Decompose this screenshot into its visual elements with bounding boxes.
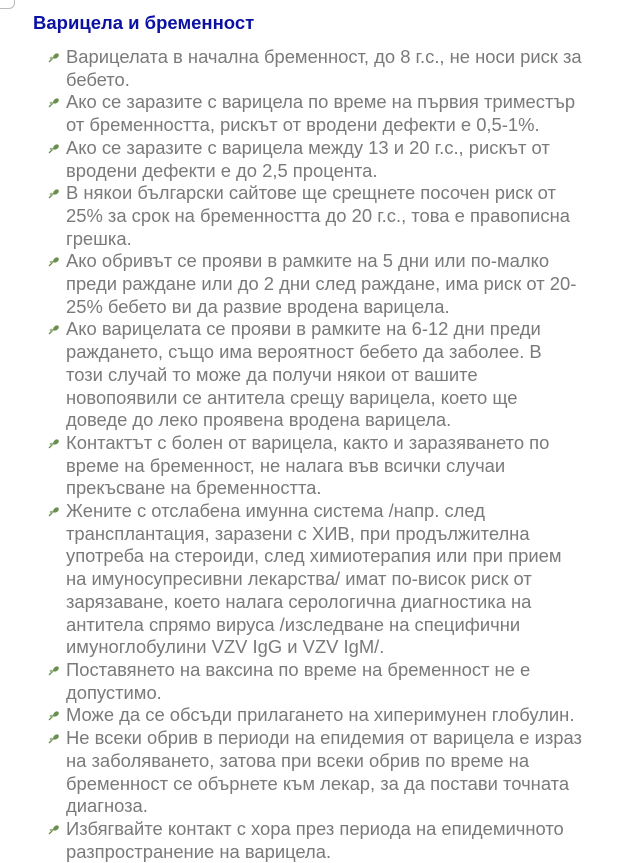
leaf-bullet-icon bbox=[48, 96, 60, 108]
list-item bbox=[0, 704, 625, 727]
leaf-bullet-icon bbox=[48, 255, 60, 267]
cut-off-frame-corner bbox=[0, 0, 15, 9]
list-item bbox=[0, 46, 625, 91]
list-item bbox=[0, 818, 625, 863]
section-title: Варицела и бременност bbox=[33, 12, 255, 33]
leaf-bullet-icon bbox=[48, 187, 60, 199]
list-item bbox=[0, 182, 625, 250]
list-item bbox=[0, 137, 625, 182]
leaf-bullet-icon bbox=[48, 437, 60, 449]
list-item-text: Избягвайте контакт с хора през периода на епидемичното разпространение на варицела. bbox=[66, 817, 564, 862]
list-item bbox=[0, 727, 625, 818]
leaf-bullet-icon bbox=[48, 664, 60, 676]
leaf-bullet-icon bbox=[48, 505, 60, 517]
list-item bbox=[0, 659, 625, 704]
leaf-bullet-icon bbox=[48, 142, 60, 154]
list-item-text: Ако обривът се прояви в рамките на 5 дни или по-малко преди раждане или до 2 дни след раждане, има риск от 20- 25% бебето ви да развие вродена варицела. bbox=[66, 250, 577, 317]
leaf-bullet-icon bbox=[48, 732, 60, 744]
list-item-text: Ако се заразите с варицела по време на първия триместър от бременността, рискът от вродени дефекти е 0,5-1%. bbox=[66, 91, 576, 136]
list-item bbox=[0, 500, 625, 659]
list-item-text: Ако се заразите с варицела между 13 и 20 г.с., рискът от вродени дефекти е до 2,5 процента. bbox=[66, 136, 550, 181]
list-item-text: В някои български сайтове ще срещнете посочен риск от 25% за срок на бременността до 20 г.с., това е правописна грешка. bbox=[66, 182, 570, 249]
leaf-bullet-icon bbox=[48, 51, 60, 63]
list-item-text: Ако варицелата се прояви в рамките на 6-12 дни преди раждането, също има вероятност бебето да заболее. В този случай то може да получи някои от вашите новопоявили се антитела срещу варицела, което ще доведе до леко проявена вродена варицела. bbox=[66, 318, 542, 431]
list-item bbox=[0, 318, 625, 432]
list-item-text: Варицелата в начална бременност, до 8 г.с., не носи риск за бебето. bbox=[66, 46, 582, 90]
leaf-bullet-icon bbox=[48, 709, 60, 721]
list-item-text: Може да се обсъди прилагането на хиперимунен глобулин. bbox=[66, 704, 575, 726]
list-item-text: Не всеки обрив в периоди на епидемия от варицела е израз на заболяването, затова при всеки обрив по време на бременност се обърнете към лекар, за да постави точната диагноза. bbox=[66, 727, 582, 817]
bullet-list bbox=[0, 46, 625, 863]
list-item bbox=[0, 91, 625, 136]
leaf-bullet-icon bbox=[48, 823, 60, 835]
leaf-bullet-icon bbox=[48, 323, 60, 335]
list-item-text: Поставянето на ваксина по време на бременност не е допустимо. bbox=[66, 658, 531, 703]
list-item-text: Контактът с болен от варицела, както и заразяването по време на бременност, не налага във всички случаи прекъсване на бременността. bbox=[66, 431, 550, 499]
list-item bbox=[0, 432, 625, 500]
list-item bbox=[0, 250, 625, 318]
list-item-text: Жените с отслабена имунна система /напр. след трансплантация, заразени с ХИВ, при продължителна употреба на стероиди, след химиотерапия или при прием на имуносупресивни лекарства/ имат по-висок риск от зарязаване, което налага серологична диагностика на антитела спрямо вируса /изследване на специфични имуноглобулини VZV IgG и VZV IgM/. bbox=[66, 500, 562, 658]
